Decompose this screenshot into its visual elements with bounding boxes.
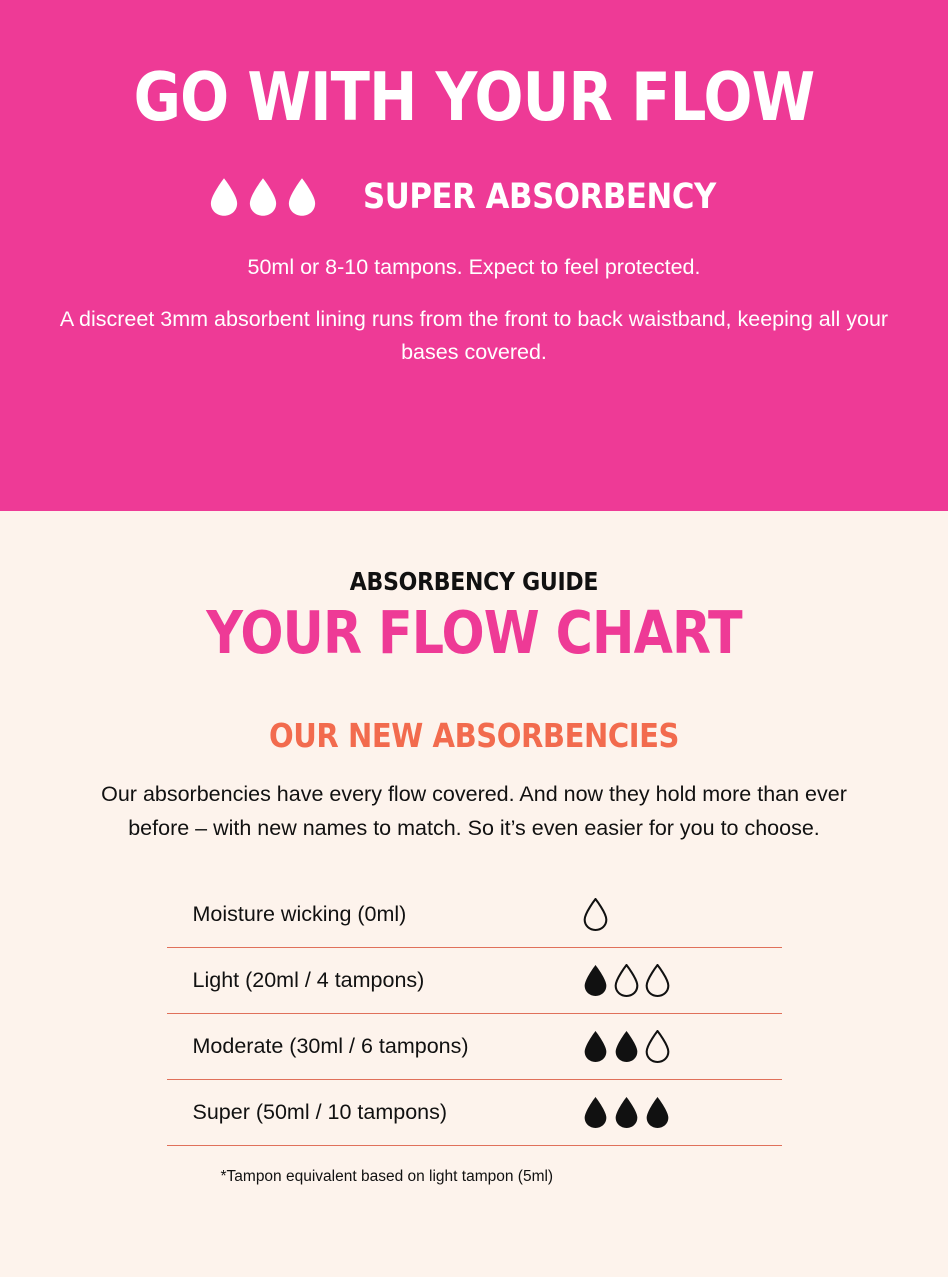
drop-rating (583, 964, 670, 997)
water-drop-icon (583, 898, 608, 931)
table-row (167, 948, 782, 1014)
table-footnote: *Tampon equivalent based on light tampon (5ml) (220, 1167, 554, 1185)
guide-title: YOUR FLOW CHART (206, 598, 742, 667)
absorbency-label: SUPER ABSORBENCY (362, 177, 716, 217)
water-drop-icon (645, 1096, 670, 1129)
water-drop-icon (614, 964, 639, 997)
new-absorbencies-title: OUR NEW ABSORBENCIES (269, 715, 679, 755)
table-row (167, 1080, 782, 1146)
absorbency-name: Super (50ml / 10 tampons) (192, 1099, 448, 1124)
table-row (167, 1014, 782, 1080)
absorbency-guide-section (0, 511, 948, 1186)
hero-description-text: A discreet 3mm absorbent lining runs from the front to back waistband, keeping all your bases covered. (59, 307, 889, 364)
water-drop-icon (209, 177, 239, 217)
hero-capacity-text: 50ml or 8-10 tampons. Expect to feel protected. (247, 255, 701, 279)
page-title: GO WITH YOUR FLOW (133, 58, 815, 136)
water-drop-icon (287, 177, 317, 217)
water-drop-icon (645, 1030, 670, 1063)
table-row (167, 882, 782, 948)
water-drop-icon (614, 1096, 639, 1129)
water-drop-icon (645, 964, 670, 997)
drop-rating (583, 1030, 670, 1063)
guide-eyebrow: ABSORBENCY GUIDE (349, 567, 599, 596)
water-drop-icon (583, 1030, 608, 1063)
absorbency-name: Light (20ml / 4 tampons) (192, 967, 425, 992)
water-drop-icon (614, 1030, 639, 1063)
water-drop-icon (583, 1096, 608, 1129)
drop-rating (583, 898, 608, 931)
hero-drop-group (209, 177, 317, 217)
guide-blurb: Our absorbencies have every flow covered. And now they hold more than ever before – with new names to match. So it’s even easier for you to choose. (101, 781, 847, 841)
absorbency-name: Moisture wicking (0ml) (192, 901, 407, 926)
water-drop-icon (248, 177, 278, 217)
absorbency-name: Moderate (30ml / 6 tampons) (192, 1033, 469, 1058)
drop-rating (583, 1096, 670, 1129)
absorbency-heading-row (40, 177, 908, 217)
water-drop-icon (583, 964, 608, 997)
absorbency-table (167, 882, 782, 1146)
hero-section (0, 0, 948, 511)
